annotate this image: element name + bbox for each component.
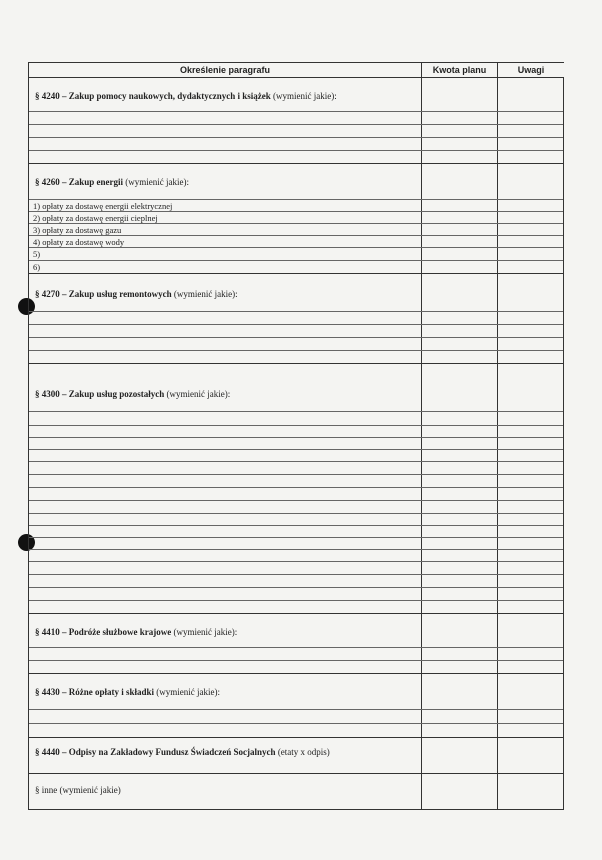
row-line xyxy=(29,461,563,462)
column-divider-1 xyxy=(421,63,422,809)
section-4410-note: (wymienić jakie): xyxy=(173,627,238,637)
row-line xyxy=(29,150,563,151)
row-line xyxy=(29,723,563,724)
section-divider xyxy=(29,273,563,274)
energy-item-5: 5) xyxy=(33,249,41,259)
section-divider xyxy=(29,773,563,774)
row-line xyxy=(29,647,563,648)
section-other-num: § xyxy=(35,785,40,795)
plan-table xyxy=(28,62,564,810)
section-divider xyxy=(29,673,563,674)
row-line xyxy=(29,709,563,710)
section-other-label xyxy=(35,785,121,796)
section-divider xyxy=(29,613,563,614)
row-line xyxy=(29,513,563,514)
row-line xyxy=(29,137,563,138)
energy-item-4: 4) opłaty za dostawę wody xyxy=(33,237,125,247)
section-4260-title: § 4260 – Zakup energii xyxy=(35,177,124,187)
section-4430-note: (wymienić jakie): xyxy=(156,687,221,697)
row-line xyxy=(29,350,563,351)
section-4270-title: § 4270 – Zakup usług remontowych xyxy=(35,289,172,299)
energy-item-2: 2) opłaty za dostawę energii cieplnej xyxy=(33,213,158,223)
header-description: Określenie paragrafu xyxy=(29,63,421,78)
section-divider xyxy=(29,737,563,738)
energy-item-1: 1) opłaty za dostawę energii elektrycznej xyxy=(33,201,173,211)
section-4300-note: (wymienić jakie): xyxy=(166,389,231,399)
section-4300-title: § 4300 – Zakup usług pozostałych xyxy=(35,389,165,399)
row-line xyxy=(29,561,563,562)
row-line xyxy=(29,411,563,412)
row-line xyxy=(29,111,563,112)
row-line xyxy=(29,337,563,338)
row-line xyxy=(29,449,563,450)
row-line xyxy=(29,549,563,550)
header-remarks: Uwagi xyxy=(498,63,564,78)
row-line xyxy=(29,324,563,325)
section-4240-label xyxy=(35,91,337,102)
section-4410-title: § 4410 – Podróże służbowe krajowe xyxy=(35,627,172,637)
row-line xyxy=(29,260,563,261)
section-4410-label xyxy=(35,627,237,638)
row-line xyxy=(29,199,563,200)
section-4240-title: § 4240 – Zakup pomocy naukowych, dydaktycznych i książek xyxy=(35,91,271,101)
section-divider xyxy=(29,163,563,164)
row-line xyxy=(29,600,563,601)
section-4270-label xyxy=(35,289,238,300)
section-4440-note: (etaty x odpis) xyxy=(277,747,330,757)
energy-item-6: 6) xyxy=(33,262,41,272)
section-4300-label xyxy=(35,389,230,400)
section-4440-label xyxy=(35,747,330,758)
row-line xyxy=(29,437,563,438)
section-4440-title: § 4440 – Odpisy na Zakładowy Fundusz Świadczeń Socjalnych xyxy=(35,747,276,757)
row-line xyxy=(29,124,563,125)
row-line xyxy=(29,425,563,426)
section-other-note: inne (wymienić jakie) xyxy=(41,785,121,795)
row-line xyxy=(29,311,563,312)
row-line xyxy=(29,537,563,538)
section-4270-note: (wymienić jakie): xyxy=(173,289,238,299)
column-divider-2 xyxy=(497,63,498,809)
section-4260-note: (wymienić jakie): xyxy=(125,177,189,187)
section-divider xyxy=(29,363,563,364)
row-line xyxy=(29,487,563,488)
row-line xyxy=(29,474,563,475)
section-4430-label xyxy=(35,687,220,698)
row-line xyxy=(29,500,563,501)
energy-item-3: 3) opłaty za dostawę gazu xyxy=(33,225,122,235)
section-4260-label xyxy=(35,177,189,188)
row-line xyxy=(29,587,563,588)
row-line xyxy=(29,574,563,575)
row-line xyxy=(29,660,563,661)
section-4430-title: § 4430 – Różne opłaty i składki xyxy=(35,687,155,697)
row-line xyxy=(29,247,563,248)
row-line xyxy=(29,223,563,224)
row-line xyxy=(29,235,563,236)
row-line xyxy=(29,211,563,212)
header-plan-amount: Kwota planu xyxy=(422,63,497,78)
section-4240-note: (wymienić jakie): xyxy=(273,91,337,101)
row-line xyxy=(29,525,563,526)
